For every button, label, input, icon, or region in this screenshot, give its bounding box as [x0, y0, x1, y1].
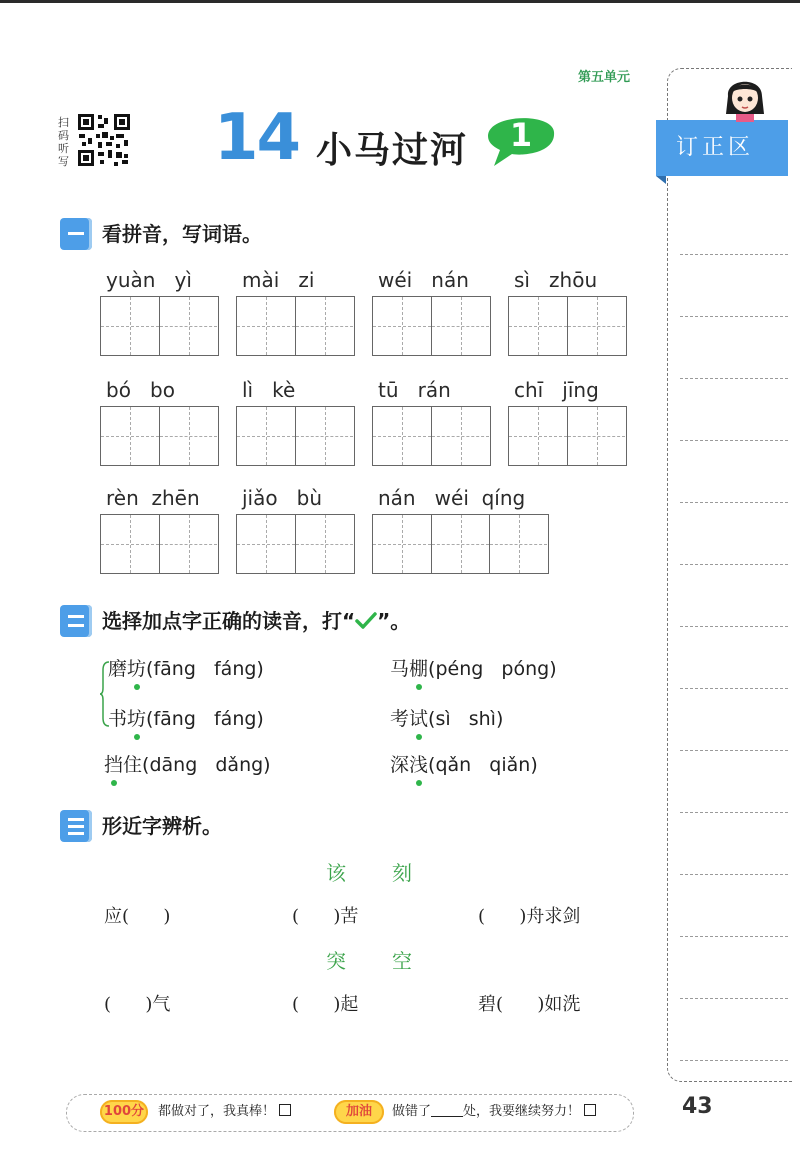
correction-line	[680, 936, 788, 937]
correction-line	[680, 564, 788, 565]
correction-line	[680, 874, 788, 875]
lesson-number: 14	[214, 101, 300, 175]
writing-cell[interactable]	[101, 515, 159, 573]
writing-cell[interactable]	[237, 515, 295, 573]
pinyin-options[interactable]: (fāng fáng)	[146, 658, 264, 680]
dotted-character: 棚	[409, 654, 428, 684]
pinyin-label: bó bo	[106, 378, 175, 402]
writing-grid[interactable]	[508, 296, 627, 356]
score-badge: 100分	[100, 1100, 148, 1124]
unit-label: 第五单元	[578, 70, 631, 85]
writing-cell[interactable]	[101, 407, 159, 465]
writing-cell[interactable]	[489, 515, 547, 573]
qr-label: 扫码听写	[58, 116, 69, 168]
blank-6[interactable]: 碧( )如洗	[478, 994, 581, 1015]
tab-fold	[656, 176, 666, 184]
correction-line	[680, 998, 788, 999]
pronunciation-item[interactable]	[108, 654, 264, 684]
pinyin-options[interactable]: (sì shì)	[428, 708, 504, 730]
correction-line	[680, 750, 788, 751]
blank-2[interactable]: ( )苦	[292, 906, 359, 927]
section-2-title-before: 选择加点字正确的读音，打“	[102, 609, 356, 633]
correction-line	[680, 1060, 788, 1061]
self-eval-1	[158, 1100, 291, 1124]
writing-cell[interactable]	[373, 297, 431, 355]
character: 书	[108, 708, 128, 730]
writing-cell[interactable]	[509, 297, 567, 355]
cartoon-girl-icon	[722, 70, 768, 122]
correction-line	[680, 378, 788, 379]
writing-grid[interactable]	[100, 514, 219, 574]
writing-cell[interactable]	[373, 407, 431, 465]
section-1-badge	[60, 218, 92, 250]
writing-grid[interactable]	[100, 406, 219, 466]
writing-cell[interactable]	[567, 297, 625, 355]
writing-grid[interactable]	[508, 406, 627, 466]
writing-cell[interactable]	[159, 297, 217, 355]
correction-line	[680, 254, 788, 255]
pinyin-label: lì kè	[242, 378, 296, 402]
section-1-title: 看拼音，写词语。	[102, 222, 262, 246]
pinyin-label: yuàn yì	[106, 268, 192, 292]
pinyin-label: nán wéi qíng	[378, 486, 526, 510]
character: 住	[123, 754, 143, 776]
pinyin-options[interactable]: (fāng fáng)	[146, 708, 264, 730]
self-eval-2	[392, 1100, 596, 1124]
writing-cell[interactable]	[237, 407, 295, 465]
writing-cell[interactable]	[509, 407, 567, 465]
pronunciation-item[interactable]	[104, 750, 271, 780]
pinyin-options[interactable]: (qǎn qiǎn)	[428, 754, 538, 776]
section-2-badge	[60, 605, 92, 637]
char-pair-2: 突空	[326, 949, 458, 973]
writing-cell[interactable]	[295, 407, 353, 465]
self-eval-2-after: 处，我要继续努力！	[463, 1104, 581, 1119]
page-number: 43	[682, 1094, 713, 1119]
period-number: 1	[509, 116, 533, 154]
writing-cell[interactable]	[373, 515, 431, 573]
top-border	[0, 0, 800, 3]
writing-grid[interactable]	[100, 296, 219, 356]
writing-cell[interactable]	[159, 407, 217, 465]
writing-cell[interactable]	[431, 297, 489, 355]
cheer-badge: 加油	[334, 1100, 384, 1124]
char-pair-1: 该刻	[326, 861, 458, 885]
pronunciation-item[interactable]	[390, 654, 557, 684]
writing-cell[interactable]	[295, 515, 353, 573]
qr-code-icon[interactable]	[76, 112, 132, 168]
writing-cell[interactable]	[237, 297, 295, 355]
checkbox-all-correct[interactable]	[279, 1104, 291, 1116]
correction-line	[680, 440, 788, 441]
dotted-character: 坊	[127, 654, 146, 684]
character: 考	[390, 708, 410, 730]
writing-grid[interactable]	[372, 514, 549, 574]
pinyin-label: jiǎo bù	[242, 486, 323, 510]
blank-4[interactable]: ( )气	[104, 994, 171, 1015]
pronunciation-item[interactable]	[390, 750, 538, 780]
writing-cell[interactable]	[431, 515, 489, 573]
pinyin-label: tū rán	[378, 378, 451, 402]
blank-1[interactable]: 应( )	[104, 906, 171, 927]
pinyin-label: wéi nán	[378, 268, 469, 292]
pinyin-label: chī jīng	[514, 378, 599, 402]
writing-grid[interactable]	[236, 406, 355, 466]
pinyin-label: sì zhōu	[514, 268, 598, 292]
character: 磨	[108, 658, 128, 680]
correction-line	[680, 688, 788, 689]
correction-line	[680, 812, 788, 813]
character: 深	[390, 754, 410, 776]
writing-grid[interactable]	[236, 514, 355, 574]
pronunciation-item[interactable]	[390, 704, 503, 734]
section-2-title-after: ”。	[377, 609, 411, 633]
pinyin-options[interactable]: (péng póng)	[428, 658, 557, 680]
correction-line	[680, 316, 788, 317]
correction-line	[680, 502, 788, 503]
pronunciation-item[interactable]	[108, 704, 264, 734]
pinyin-label: mài zi	[242, 268, 315, 292]
check-mark-icon	[355, 612, 377, 630]
error-count-blank[interactable]	[431, 1102, 463, 1117]
dotted-character: 浅	[409, 750, 428, 780]
writing-grid[interactable]	[372, 296, 491, 356]
correction-line	[680, 626, 788, 627]
writing-cell[interactable]	[159, 515, 217, 573]
self-eval-2-before: 做错了	[392, 1104, 432, 1119]
pinyin-label: rèn zhēn	[106, 486, 200, 510]
section-3-title: 形近字辨析。	[102, 814, 222, 838]
pinyin-options[interactable]: (dāng dǎng)	[142, 754, 271, 776]
blank-5[interactable]: ( )起	[292, 994, 359, 1015]
lesson-title: 小马过河	[316, 130, 469, 171]
correction-tab: 订正区	[656, 120, 788, 176]
dotted-character: 坊	[127, 704, 146, 734]
dotted-character: 挡	[104, 750, 123, 780]
blank-3[interactable]: ( )舟求剑	[478, 906, 581, 927]
writing-cell[interactable]	[567, 407, 625, 465]
section-3-badge	[60, 810, 92, 842]
character: 马	[390, 658, 410, 680]
writing-grid[interactable]	[372, 406, 491, 466]
writing-grid[interactable]	[236, 296, 355, 356]
self-eval-1-text: 都做对了，我真棒！	[158, 1104, 276, 1119]
writing-cell[interactable]	[101, 297, 159, 355]
dotted-character: 试	[409, 704, 428, 734]
section-2-title	[102, 605, 410, 637]
speech-bubble-icon	[480, 104, 560, 170]
writing-cell[interactable]	[295, 297, 353, 355]
correction-panel	[667, 68, 792, 1082]
writing-cell[interactable]	[431, 407, 489, 465]
checkbox-keep-trying[interactable]	[584, 1104, 596, 1116]
